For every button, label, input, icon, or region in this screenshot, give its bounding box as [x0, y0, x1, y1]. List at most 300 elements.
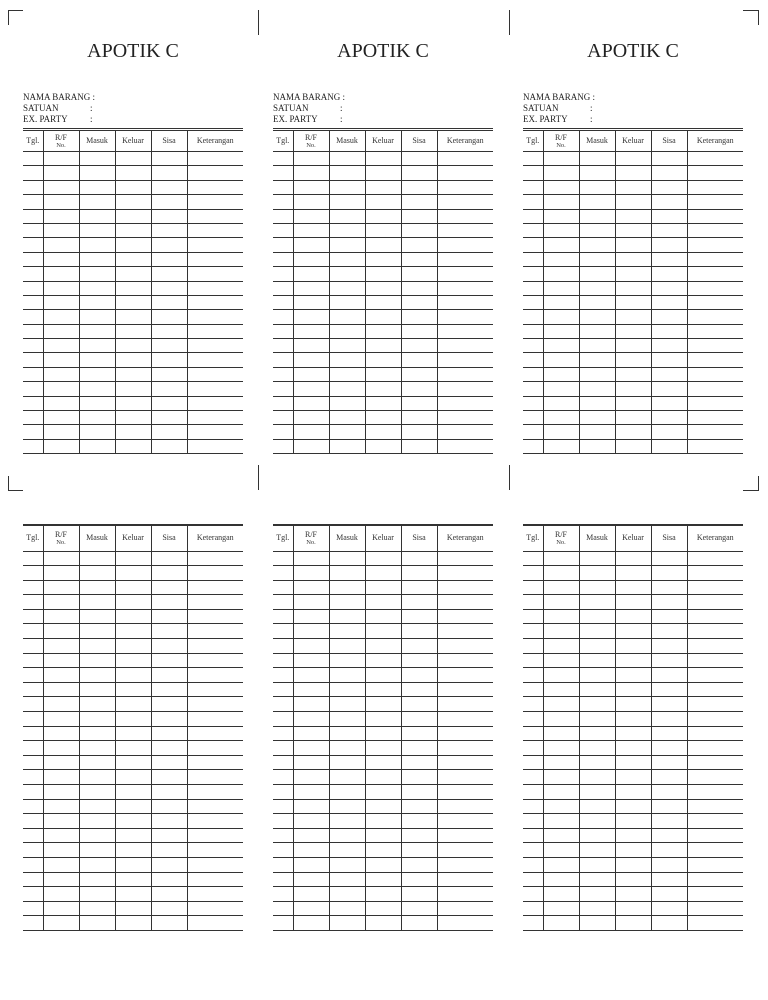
table-cell[interactable]: [43, 785, 79, 800]
table-cell[interactable]: [329, 712, 365, 727]
table-cell[interactable]: [543, 425, 579, 439]
table-cell[interactable]: [273, 353, 293, 367]
table-cell[interactable]: [523, 281, 543, 295]
table-cell[interactable]: [579, 639, 615, 654]
table-cell[interactable]: [43, 639, 79, 654]
table-cell[interactable]: [579, 425, 615, 439]
table-cell[interactable]: [401, 353, 437, 367]
table-cell[interactable]: [437, 741, 493, 756]
table-cell[interactable]: [401, 180, 437, 194]
table-cell[interactable]: [365, 267, 401, 281]
table-cell[interactable]: [543, 281, 579, 295]
table-cell[interactable]: [151, 682, 187, 697]
table-cell[interactable]: [579, 770, 615, 785]
table-cell[interactable]: [579, 697, 615, 712]
table-cell[interactable]: [151, 353, 187, 367]
table-cell[interactable]: [79, 609, 115, 624]
table-cell[interactable]: [579, 872, 615, 887]
table-cell[interactable]: [43, 367, 79, 381]
table-cell[interactable]: [651, 382, 687, 396]
table-cell[interactable]: [79, 396, 115, 410]
table-cell[interactable]: [615, 682, 651, 697]
table-cell[interactable]: [543, 668, 579, 683]
table-cell[interactable]: [543, 814, 579, 829]
table-cell[interactable]: [437, 367, 493, 381]
table-cell[interactable]: [543, 887, 579, 902]
table-cell[interactable]: [687, 814, 743, 829]
table-cell[interactable]: [187, 324, 243, 338]
table-cell[interactable]: [43, 609, 79, 624]
table-cell[interactable]: [687, 152, 743, 166]
table-cell[interactable]: [615, 295, 651, 309]
table-cell[interactable]: [651, 828, 687, 843]
table-cell[interactable]: [329, 887, 365, 902]
table-cell[interactable]: [273, 252, 293, 266]
table-cell[interactable]: [293, 152, 329, 166]
table-cell[interactable]: [401, 624, 437, 639]
table-cell[interactable]: [115, 195, 151, 209]
table-cell[interactable]: [687, 639, 743, 654]
table-cell[interactable]: [293, 887, 329, 902]
table-cell[interactable]: [43, 697, 79, 712]
table-cell[interactable]: [187, 339, 243, 353]
table-cell[interactable]: [543, 166, 579, 180]
table-cell[interactable]: [543, 382, 579, 396]
table-cell[interactable]: [365, 653, 401, 668]
table-cell[interactable]: [365, 396, 401, 410]
table-cell[interactable]: [23, 653, 43, 668]
table-cell[interactable]: [401, 209, 437, 223]
table-cell[interactable]: [329, 770, 365, 785]
table-cell[interactable]: [401, 223, 437, 237]
table-cell[interactable]: [293, 367, 329, 381]
table-cell[interactable]: [437, 281, 493, 295]
table-cell[interactable]: [115, 223, 151, 237]
table-cell[interactable]: [151, 382, 187, 396]
table-cell[interactable]: [23, 580, 43, 595]
table-cell[interactable]: [651, 411, 687, 425]
table-cell[interactable]: [329, 916, 365, 931]
table-cell[interactable]: [687, 726, 743, 741]
table-cell[interactable]: [329, 566, 365, 581]
table-cell[interactable]: [187, 195, 243, 209]
table-cell[interactable]: [543, 223, 579, 237]
table-cell[interactable]: [579, 166, 615, 180]
table-cell[interactable]: [687, 755, 743, 770]
table-cell[interactable]: [329, 353, 365, 367]
table-cell[interactable]: [329, 872, 365, 887]
table-cell[interactable]: [43, 324, 79, 338]
table-cell[interactable]: [273, 595, 293, 610]
table-cell[interactable]: [687, 353, 743, 367]
table-cell[interactable]: [79, 195, 115, 209]
table-cell[interactable]: [401, 367, 437, 381]
table-cell[interactable]: [115, 799, 151, 814]
table-cell[interactable]: [329, 295, 365, 309]
table-cell[interactable]: [23, 209, 43, 223]
table-cell[interactable]: [579, 580, 615, 595]
table-cell[interactable]: [115, 439, 151, 453]
table-cell[interactable]: [651, 367, 687, 381]
table-cell[interactable]: [687, 339, 743, 353]
table-cell[interactable]: [293, 697, 329, 712]
table-cell[interactable]: [293, 295, 329, 309]
table-cell[interactable]: [543, 396, 579, 410]
table-cell[interactable]: [437, 238, 493, 252]
table-cell[interactable]: [687, 166, 743, 180]
table-cell[interactable]: [437, 887, 493, 902]
table-cell[interactable]: [401, 901, 437, 916]
table-cell[interactable]: [187, 609, 243, 624]
table-cell[interactable]: [401, 580, 437, 595]
table-cell[interactable]: [187, 770, 243, 785]
table-cell[interactable]: [365, 799, 401, 814]
table-cell[interactable]: [523, 843, 543, 858]
table-cell[interactable]: [273, 755, 293, 770]
table-cell[interactable]: [543, 770, 579, 785]
table-cell[interactable]: [151, 281, 187, 295]
table-cell[interactable]: [151, 814, 187, 829]
table-cell[interactable]: [401, 551, 437, 566]
table-cell[interactable]: [151, 726, 187, 741]
table-cell[interactable]: [651, 238, 687, 252]
table-cell[interactable]: [651, 152, 687, 166]
table-cell[interactable]: [651, 439, 687, 453]
table-cell[interactable]: [579, 295, 615, 309]
table-cell[interactable]: [687, 857, 743, 872]
table-cell[interactable]: [151, 396, 187, 410]
table-cell[interactable]: [273, 857, 293, 872]
table-cell[interactable]: [437, 267, 493, 281]
table-cell[interactable]: [329, 396, 365, 410]
table-cell[interactable]: [365, 382, 401, 396]
table-cell[interactable]: [273, 682, 293, 697]
table-cell[interactable]: [579, 785, 615, 800]
table-cell[interactable]: [329, 639, 365, 654]
table-cell[interactable]: [79, 180, 115, 194]
table-cell[interactable]: [687, 180, 743, 194]
table-cell[interactable]: [273, 339, 293, 353]
table-cell[interactable]: [365, 901, 401, 916]
table-cell[interactable]: [615, 252, 651, 266]
table-cell[interactable]: [43, 396, 79, 410]
table-cell[interactable]: [651, 887, 687, 902]
table-cell[interactable]: [273, 916, 293, 931]
table-cell[interactable]: [151, 857, 187, 872]
table-cell[interactable]: [687, 785, 743, 800]
table-cell[interactable]: [329, 741, 365, 756]
table-cell[interactable]: [79, 223, 115, 237]
table-cell[interactable]: [615, 367, 651, 381]
table-cell[interactable]: [43, 799, 79, 814]
table-cell[interactable]: [687, 697, 743, 712]
table-cell[interactable]: [329, 682, 365, 697]
table-cell[interactable]: [79, 653, 115, 668]
table-cell[interactable]: [543, 639, 579, 654]
table-cell[interactable]: [523, 566, 543, 581]
table-cell[interactable]: [687, 770, 743, 785]
table-cell[interactable]: [23, 857, 43, 872]
table-cell[interactable]: [23, 252, 43, 266]
table-cell[interactable]: [651, 281, 687, 295]
table-cell[interactable]: [365, 624, 401, 639]
table-cell[interactable]: [615, 238, 651, 252]
table-cell[interactable]: [523, 267, 543, 281]
table-cell[interactable]: [401, 887, 437, 902]
table-cell[interactable]: [273, 639, 293, 654]
table-cell[interactable]: [151, 339, 187, 353]
table-cell[interactable]: [43, 668, 79, 683]
table-cell[interactable]: [523, 785, 543, 800]
table-cell[interactable]: [151, 295, 187, 309]
table-cell[interactable]: [687, 267, 743, 281]
table-cell[interactable]: [293, 551, 329, 566]
table-cell[interactable]: [115, 310, 151, 324]
table-cell[interactable]: [329, 425, 365, 439]
table-cell[interactable]: [115, 785, 151, 800]
table-cell[interactable]: [79, 310, 115, 324]
table-cell[interactable]: [579, 209, 615, 223]
table-cell[interactable]: [293, 814, 329, 829]
table-cell[interactable]: [365, 411, 401, 425]
table-cell[interactable]: [523, 195, 543, 209]
table-cell[interactable]: [23, 770, 43, 785]
table-cell[interactable]: [437, 411, 493, 425]
table-cell[interactable]: [523, 609, 543, 624]
table-cell[interactable]: [293, 624, 329, 639]
table-cell[interactable]: [293, 755, 329, 770]
table-cell[interactable]: [329, 195, 365, 209]
table-cell[interactable]: [79, 152, 115, 166]
table-cell[interactable]: [79, 901, 115, 916]
table-cell[interactable]: [79, 726, 115, 741]
table-cell[interactable]: [523, 639, 543, 654]
table-cell[interactable]: [115, 814, 151, 829]
table-cell[interactable]: [293, 609, 329, 624]
table-cell[interactable]: [329, 901, 365, 916]
table-cell[interactable]: [43, 339, 79, 353]
table-cell[interactable]: [23, 295, 43, 309]
table-cell[interactable]: [293, 785, 329, 800]
table-cell[interactable]: [615, 828, 651, 843]
table-cell[interactable]: [615, 639, 651, 654]
table-cell[interactable]: [615, 755, 651, 770]
table-cell[interactable]: [615, 281, 651, 295]
table-cell[interactable]: [401, 252, 437, 266]
table-cell[interactable]: [651, 324, 687, 338]
table-cell[interactable]: [687, 828, 743, 843]
table-cell[interactable]: [293, 580, 329, 595]
table-cell[interactable]: [79, 166, 115, 180]
table-cell[interactable]: [401, 382, 437, 396]
table-cell[interactable]: [401, 755, 437, 770]
table-cell[interactable]: [401, 152, 437, 166]
table-cell[interactable]: [187, 697, 243, 712]
table-cell[interactable]: [687, 712, 743, 727]
table-cell[interactable]: [365, 281, 401, 295]
table-cell[interactable]: [273, 195, 293, 209]
table-cell[interactable]: [79, 595, 115, 610]
table-cell[interactable]: [651, 857, 687, 872]
table-cell[interactable]: [615, 726, 651, 741]
table-cell[interactable]: [543, 252, 579, 266]
table-cell[interactable]: [365, 595, 401, 610]
table-cell[interactable]: [23, 281, 43, 295]
table-cell[interactable]: [651, 682, 687, 697]
table-cell[interactable]: [523, 755, 543, 770]
table-cell[interactable]: [579, 857, 615, 872]
table-cell[interactable]: [437, 639, 493, 654]
table-cell[interactable]: [523, 682, 543, 697]
table-cell[interactable]: [187, 741, 243, 756]
table-cell[interactable]: [187, 857, 243, 872]
table-cell[interactable]: [115, 872, 151, 887]
table-cell[interactable]: [293, 439, 329, 453]
table-cell[interactable]: [437, 396, 493, 410]
table-cell[interactable]: [79, 741, 115, 756]
table-cell[interactable]: [23, 353, 43, 367]
table-cell[interactable]: [79, 755, 115, 770]
table-cell[interactable]: [115, 396, 151, 410]
table-cell[interactable]: [115, 551, 151, 566]
table-cell[interactable]: [23, 828, 43, 843]
table-cell[interactable]: [273, 712, 293, 727]
table-cell[interactable]: [115, 624, 151, 639]
table-cell[interactable]: [437, 857, 493, 872]
table-cell[interactable]: [293, 339, 329, 353]
table-cell[interactable]: [579, 252, 615, 266]
table-cell[interactable]: [23, 668, 43, 683]
table-cell[interactable]: [79, 828, 115, 843]
table-cell[interactable]: [543, 195, 579, 209]
table-cell[interactable]: [365, 425, 401, 439]
table-cell[interactable]: [329, 281, 365, 295]
table-cell[interactable]: [523, 238, 543, 252]
table-cell[interactable]: [273, 295, 293, 309]
table-cell[interactable]: [401, 712, 437, 727]
table-cell[interactable]: [151, 668, 187, 683]
table-cell[interactable]: [579, 901, 615, 916]
table-cell[interactable]: [651, 195, 687, 209]
table-cell[interactable]: [23, 712, 43, 727]
table-cell[interactable]: [437, 195, 493, 209]
table-cell[interactable]: [543, 726, 579, 741]
table-cell[interactable]: [437, 828, 493, 843]
table-cell[interactable]: [543, 339, 579, 353]
table-cell[interactable]: [579, 814, 615, 829]
table-cell[interactable]: [523, 396, 543, 410]
table-cell[interactable]: [329, 223, 365, 237]
table-cell[interactable]: [329, 814, 365, 829]
table-cell[interactable]: [329, 238, 365, 252]
table-cell[interactable]: [187, 411, 243, 425]
table-cell[interactable]: [523, 382, 543, 396]
table-cell[interactable]: [273, 267, 293, 281]
table-cell[interactable]: [293, 195, 329, 209]
table-cell[interactable]: [651, 755, 687, 770]
table-cell[interactable]: [615, 668, 651, 683]
table-cell[interactable]: [79, 814, 115, 829]
table-cell[interactable]: [687, 799, 743, 814]
table-cell[interactable]: [43, 166, 79, 180]
table-cell[interactable]: [543, 682, 579, 697]
table-cell[interactable]: [23, 411, 43, 425]
table-cell[interactable]: [437, 295, 493, 309]
table-cell[interactable]: [615, 857, 651, 872]
table-cell[interactable]: [79, 439, 115, 453]
table-cell[interactable]: [651, 697, 687, 712]
table-cell[interactable]: [187, 425, 243, 439]
table-cell[interactable]: [151, 639, 187, 654]
table-cell[interactable]: [23, 872, 43, 887]
table-cell[interactable]: [115, 252, 151, 266]
table-cell[interactable]: [151, 741, 187, 756]
table-cell[interactable]: [687, 916, 743, 931]
table-cell[interactable]: [329, 267, 365, 281]
table-cell[interactable]: [273, 281, 293, 295]
table-cell[interactable]: [543, 595, 579, 610]
table-cell[interactable]: [293, 741, 329, 756]
table-cell[interactable]: [43, 295, 79, 309]
table-cell[interactable]: [365, 551, 401, 566]
table-cell[interactable]: [273, 901, 293, 916]
table-cell[interactable]: [151, 653, 187, 668]
table-cell[interactable]: [293, 653, 329, 668]
table-cell[interactable]: [523, 770, 543, 785]
table-cell[interactable]: [293, 668, 329, 683]
table-cell[interactable]: [687, 310, 743, 324]
table-cell[interactable]: [43, 382, 79, 396]
table-cell[interactable]: [365, 697, 401, 712]
table-cell[interactable]: [437, 755, 493, 770]
table-cell[interactable]: [615, 624, 651, 639]
table-cell[interactable]: [187, 799, 243, 814]
table-cell[interactable]: [23, 785, 43, 800]
table-cell[interactable]: [365, 639, 401, 654]
table-cell[interactable]: [79, 367, 115, 381]
table-cell[interactable]: [23, 814, 43, 829]
table-cell[interactable]: [79, 411, 115, 425]
table-cell[interactable]: [523, 339, 543, 353]
table-cell[interactable]: [23, 396, 43, 410]
table-cell[interactable]: [329, 668, 365, 683]
table-cell[interactable]: [651, 712, 687, 727]
table-cell[interactable]: [43, 741, 79, 756]
table-cell[interactable]: [273, 828, 293, 843]
table-cell[interactable]: [273, 310, 293, 324]
table-cell[interactable]: [23, 799, 43, 814]
table-cell[interactable]: [543, 872, 579, 887]
table-cell[interactable]: [151, 697, 187, 712]
table-cell[interactable]: [543, 901, 579, 916]
table-cell[interactable]: [79, 551, 115, 566]
table-cell[interactable]: [579, 195, 615, 209]
table-cell[interactable]: [543, 580, 579, 595]
table-cell[interactable]: [115, 828, 151, 843]
table-cell[interactable]: [329, 382, 365, 396]
table-cell[interactable]: [401, 267, 437, 281]
table-cell[interactable]: [329, 799, 365, 814]
table-cell[interactable]: [79, 566, 115, 581]
table-cell[interactable]: [151, 712, 187, 727]
table-cell[interactable]: [273, 425, 293, 439]
table-cell[interactable]: [79, 281, 115, 295]
table-cell[interactable]: [273, 152, 293, 166]
table-cell[interactable]: [187, 682, 243, 697]
table-cell[interactable]: [293, 310, 329, 324]
table-cell[interactable]: [293, 901, 329, 916]
table-cell[interactable]: [151, 324, 187, 338]
